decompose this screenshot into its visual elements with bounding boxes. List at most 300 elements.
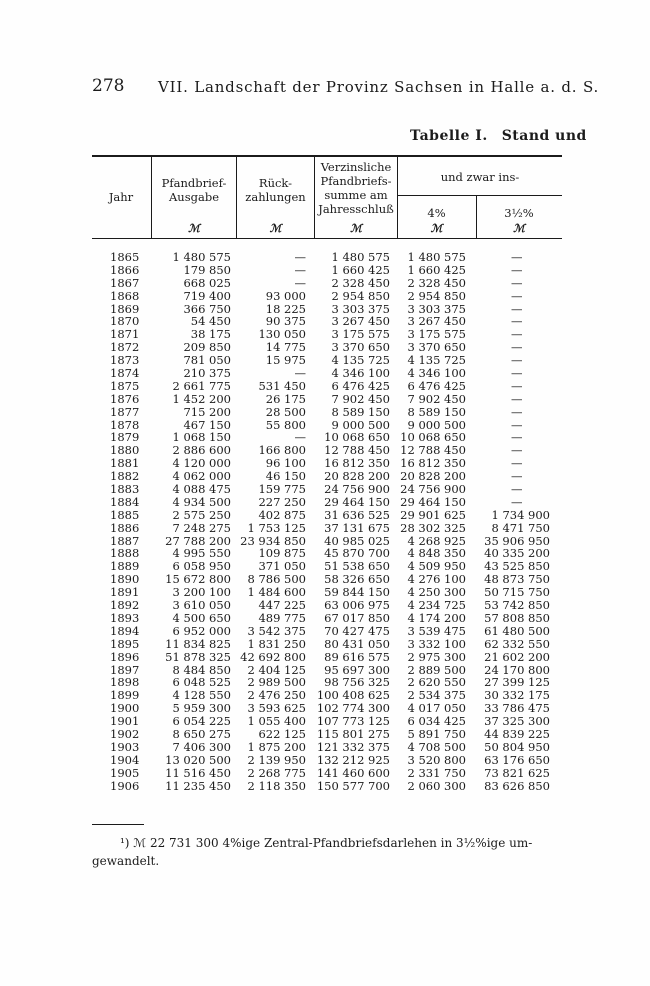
cell-rueck: 402 875 <box>258 507 306 522</box>
col-divider-2 <box>236 157 237 238</box>
cell-4pct: 8 589 150 <box>407 404 466 419</box>
table-caption-title: Tabelle I. <box>410 128 488 144</box>
cell-rueck: 109 875 <box>258 546 306 561</box>
cell-verz: 3 370 650 <box>331 340 390 355</box>
group-sub-rule <box>397 195 562 196</box>
cell-rueck: 166 800 <box>258 443 306 458</box>
cell-4pct: 4 848 350 <box>407 546 466 561</box>
table-row <box>92 290 562 303</box>
cell-35pct: 61 480 500 <box>484 623 550 638</box>
cell-ausgabe: 1 480 575 <box>172 250 231 264</box>
cell-35pct: — <box>511 250 523 264</box>
page-number: 278 <box>92 76 125 96</box>
cell-ausgabe: 4 088 475 <box>172 482 231 497</box>
cell-ausgabe: 467 150 <box>183 417 231 432</box>
cell-4pct: 1 480 575 <box>407 250 466 264</box>
cell-year: 1872 <box>110 340 140 355</box>
cell-rueck: 489 775 <box>258 610 306 625</box>
table-row <box>92 625 562 638</box>
cell-year: 1889 <box>110 559 140 574</box>
table-top-rule <box>92 155 562 157</box>
cell-rueck: 1 753 125 <box>247 520 306 535</box>
cell-35pct: 62 332 550 <box>484 636 550 651</box>
cell-4pct: 4 276 100 <box>407 572 466 587</box>
cell-verz: 58 326 650 <box>324 572 390 587</box>
cell-35pct: — <box>511 275 523 290</box>
cell-35pct: 50 804 950 <box>484 739 550 754</box>
footnote <box>92 834 550 870</box>
col-divider-3 <box>314 157 315 238</box>
cell-35pct: — <box>511 288 523 303</box>
cell-verz: 3 175 575 <box>331 327 390 342</box>
cell-rueck: 18 225 <box>265 301 306 316</box>
cell-year: 1892 <box>110 598 140 613</box>
cell-ausgabe: 6 048 525 <box>172 675 231 690</box>
cell-year: 1890 <box>110 572 140 587</box>
cell-ausgabe: 5 959 300 <box>172 701 231 716</box>
cell-rueck: 1 055 400 <box>247 714 306 729</box>
cell-rueck: 8 786 500 <box>247 572 306 587</box>
cell-ausgabe: 3 610 050 <box>172 598 231 613</box>
cell-ausgabe: 27 788 200 <box>165 533 231 548</box>
cell-ausgabe: 11 834 825 <box>165 636 231 651</box>
cell-verz: 24 756 900 <box>324 482 390 497</box>
cell-ausgabe: 210 375 <box>183 366 231 381</box>
cell-year: 1903 <box>110 739 140 754</box>
cell-35pct: — <box>511 469 523 484</box>
cell-rueck: 42 692 800 <box>240 649 306 664</box>
cell-35pct: 50 715 750 <box>484 585 550 600</box>
cell-35pct: — <box>511 430 523 445</box>
cell-35pct: — <box>511 262 523 277</box>
cell-verz: 141 460 600 <box>316 765 390 780</box>
cell-ausgabe: 6 054 225 <box>172 714 231 729</box>
cell-year: 1877 <box>110 404 140 419</box>
cell-35pct: 35 906 950 <box>484 533 550 548</box>
cell-verz: 1 660 425 <box>331 262 390 277</box>
cell-verz: 121 332 375 <box>316 739 390 754</box>
cell-35pct: 40 335 200 <box>484 546 550 561</box>
cell-rueck: 2 476 250 <box>247 688 306 703</box>
cell-rueck: 55 800 <box>265 417 306 432</box>
cell-rueck: 1 484 600 <box>247 585 306 600</box>
cell-ausgabe: 8 484 850 <box>172 662 231 677</box>
table-row <box>92 741 562 754</box>
cell-rueck: 1 875 200 <box>247 739 306 754</box>
cell-year: 1873 <box>110 353 140 368</box>
table-row <box>92 251 562 264</box>
table-row <box>92 638 562 651</box>
table-row <box>92 315 562 328</box>
cell-rueck: 371 050 <box>258 559 306 574</box>
cell-verz: 100 408 625 <box>316 688 390 703</box>
cell-rueck: 26 175 <box>265 391 306 406</box>
table-row <box>92 277 562 290</box>
cell-ausgabe: 2 661 775 <box>172 378 231 393</box>
cell-ausgabe: 4 934 500 <box>172 494 231 509</box>
table-header-rule <box>92 238 562 239</box>
cell-35pct: — <box>511 301 523 316</box>
table-row <box>92 767 562 780</box>
cell-rueck: 159 775 <box>258 482 306 497</box>
cell-year: 1869 <box>110 301 140 316</box>
footnote-rule <box>92 824 144 825</box>
cell-ausgabe: 4 500 650 <box>172 610 231 625</box>
cell-verz: 16 812 350 <box>324 456 390 471</box>
table-row <box>92 341 562 354</box>
cell-ausgabe: 781 050 <box>183 353 231 368</box>
cell-year: 1893 <box>110 610 140 625</box>
cell-verz: 20 828 200 <box>324 469 390 484</box>
cell-ausgabe: 6 058 950 <box>172 559 231 574</box>
cell-verz: 7 902 450 <box>331 391 390 406</box>
cell-35pct: 83 626 850 <box>484 778 550 793</box>
col-divider-1 <box>151 157 152 238</box>
cell-verz: 37 131 675 <box>324 520 390 535</box>
cell-ausgabe: 668 025 <box>183 275 231 290</box>
cell-4pct: 3 267 450 <box>407 314 466 329</box>
cell-rueck: 2 268 775 <box>247 765 306 780</box>
cell-rueck: — <box>294 430 306 445</box>
table-row <box>92 483 562 496</box>
cell-4pct: 2 954 850 <box>407 288 466 303</box>
unit-4pct: ℳ <box>430 222 443 235</box>
cell-year: 1900 <box>110 701 140 716</box>
cell-rueck: 23 934 850 <box>240 533 306 548</box>
cell-ausgabe: 2 886 600 <box>172 443 231 458</box>
cell-verz: 95 697 300 <box>324 662 390 677</box>
cell-35pct: 27 399 125 <box>484 675 550 690</box>
cell-ausgabe: 7 406 300 <box>172 739 231 754</box>
cell-year: 1875 <box>110 378 140 393</box>
cell-35pct: 30 332 175 <box>484 688 550 703</box>
col-header-year: Jahr <box>108 190 134 204</box>
cell-4pct: 3 370 650 <box>407 340 466 355</box>
cell-4pct: 4 509 950 <box>407 559 466 574</box>
footnote-line-1: ¹) ℳ 22 731 300 4%ige Zentral-Pfandbriefsdarlehen in 3½%ige um- <box>120 836 533 850</box>
table-row <box>92 728 562 741</box>
cell-verz: 31 636 525 <box>324 507 390 522</box>
cell-verz: 59 844 150 <box>324 585 390 600</box>
cell-verz: 107 773 125 <box>316 714 390 729</box>
cell-ausgabe: 11 516 450 <box>165 765 231 780</box>
col-header-35pct: 3½% <box>504 206 534 220</box>
cell-rueck: — <box>294 250 306 264</box>
cell-rueck: 46 150 <box>265 469 306 484</box>
cell-35pct: 48 873 750 <box>484 572 550 587</box>
cell-ausgabe: 6 952 000 <box>172 623 231 638</box>
cell-rueck: 93 000 <box>265 288 306 303</box>
cell-4pct: 1 660 425 <box>407 262 466 277</box>
cell-35pct: 43 525 850 <box>484 559 550 574</box>
cell-year: 1897 <box>110 662 140 677</box>
cell-35pct: — <box>511 327 523 342</box>
cell-35pct: — <box>511 482 523 497</box>
cell-35pct: — <box>511 443 523 458</box>
cell-ausgabe: 3 200 100 <box>172 585 231 600</box>
cell-4pct: 10 068 650 <box>400 430 466 445</box>
cell-verz: 3 303 375 <box>331 301 390 316</box>
cell-rueck: 90 375 <box>265 314 306 329</box>
cell-35pct: — <box>511 314 523 329</box>
cell-year: 1868 <box>110 288 140 303</box>
table-row <box>92 780 562 793</box>
cell-verz: 63 006 975 <box>324 598 390 613</box>
cell-4pct: 24 756 900 <box>400 482 466 497</box>
cell-4pct: 16 812 350 <box>400 456 466 471</box>
cell-ausgabe: 719 400 <box>183 288 231 303</box>
cell-rueck: 227 250 <box>258 494 306 509</box>
cell-verz: 115 801 275 <box>316 726 390 741</box>
cell-year: 1870 <box>110 314 140 329</box>
cell-35pct: — <box>511 353 523 368</box>
cell-rueck: — <box>294 275 306 290</box>
cell-year: 1887 <box>110 533 140 548</box>
cell-4pct: 3 332 100 <box>407 636 466 651</box>
unit-verz: ℳ <box>350 222 362 235</box>
cell-ausgabe: 4 995 550 <box>172 546 231 561</box>
col-header-ausgabe: Pfandbrief-Ausgabe <box>161 176 227 204</box>
cell-year: 1886 <box>110 520 140 535</box>
cell-ausgabe: 366 750 <box>183 301 231 316</box>
col-header-4pct: 4% <box>427 206 446 220</box>
running-head: VII. Landschaft der Provinz Sachsen in Halle a. d. S. <box>158 78 600 96</box>
cell-year: 1876 <box>110 391 140 406</box>
cell-35pct: 21 602 200 <box>484 649 550 664</box>
cell-4pct: 20 828 200 <box>400 469 466 484</box>
cell-year: 1888 <box>110 546 140 561</box>
cell-35pct: 8 471 750 <box>491 520 550 535</box>
cell-year: 1902 <box>110 726 140 741</box>
table-row <box>92 264 562 277</box>
cell-verz: 80 431 050 <box>324 636 390 651</box>
cell-ausgabe: 4 120 000 <box>172 456 231 471</box>
cell-verz: 12 788 450 <box>324 443 390 458</box>
col-header-rueck: Rück-zahlungen <box>245 176 306 204</box>
cell-35pct: — <box>511 378 523 393</box>
cell-year: 1906 <box>110 778 140 793</box>
cell-year: 1899 <box>110 688 140 703</box>
cell-4pct: 2 534 375 <box>407 688 466 703</box>
cell-verz: 10 068 650 <box>324 430 390 445</box>
cell-year: 1881 <box>110 456 140 471</box>
cell-year: 1905 <box>110 765 140 780</box>
cell-4pct: 2 889 500 <box>407 662 466 677</box>
cell-year: 1896 <box>110 649 140 664</box>
cell-year: 1904 <box>110 752 140 767</box>
cell-verz: 2 954 850 <box>331 288 390 303</box>
cell-verz: 70 427 475 <box>324 623 390 638</box>
cell-year: 1901 <box>110 714 140 729</box>
unit-35pct: ℳ <box>513 222 525 235</box>
cell-verz: 4 346 100 <box>331 366 390 381</box>
unit-ausgabe: ℳ <box>188 222 200 235</box>
table-row <box>92 367 562 380</box>
cell-year: 1898 <box>110 675 140 690</box>
cell-35pct: 73 821 625 <box>484 765 550 780</box>
cell-year: 1884 <box>110 494 140 509</box>
cell-4pct: 6 034 425 <box>407 714 466 729</box>
cell-rueck: 1 831 250 <box>247 636 306 651</box>
cell-verz: 40 985 025 <box>324 533 390 548</box>
cell-4pct: 3 303 375 <box>407 301 466 316</box>
cell-verz: 8 589 150 <box>331 404 390 419</box>
table-row <box>92 496 562 509</box>
cell-year: 1895 <box>110 636 140 651</box>
cell-rueck: 531 450 <box>258 378 306 393</box>
cell-4pct: 4 250 300 <box>407 585 466 600</box>
table-body <box>92 251 562 792</box>
col-header-verz: Verzinsliche Pfandbriefs-summe am Jahresschluß <box>318 160 394 216</box>
cell-ausgabe: 179 850 <box>183 262 231 277</box>
table-row <box>92 393 562 406</box>
cell-rueck: 14 775 <box>265 340 306 355</box>
cell-verz: 2 328 450 <box>331 275 390 290</box>
cell-verz: 132 212 925 <box>316 752 390 767</box>
cell-verz: 29 464 150 <box>324 494 390 509</box>
cell-4pct: 2 975 300 <box>407 649 466 664</box>
cell-verz: 51 538 650 <box>324 559 390 574</box>
table-row <box>92 354 562 367</box>
cell-rueck: 2 118 350 <box>247 778 306 793</box>
cell-verz: 4 135 725 <box>331 353 390 368</box>
cell-ausgabe: 8 650 275 <box>172 726 231 741</box>
cell-rueck: 2 989 500 <box>247 675 306 690</box>
cell-year: 1865 <box>110 250 140 264</box>
cell-year: 1894 <box>110 623 140 638</box>
cell-verz: 1 480 575 <box>331 250 390 264</box>
cell-4pct: 4 708 500 <box>407 739 466 754</box>
table-row <box>92 651 562 664</box>
cell-ausgabe: 15 672 800 <box>165 572 231 587</box>
table-caption <box>410 128 587 144</box>
cell-verz: 67 017 850 <box>324 610 390 625</box>
cell-verz: 45 870 700 <box>324 546 390 561</box>
cell-verz: 102 774 300 <box>316 701 390 716</box>
cell-ausgabe: 51 878 325 <box>165 649 231 664</box>
cell-35pct: — <box>511 340 523 355</box>
cell-year: 1867 <box>110 275 140 290</box>
cell-4pct: 5 891 750 <box>407 726 466 741</box>
cell-4pct: 29 901 625 <box>400 507 466 522</box>
cell-4pct: 3 539 475 <box>407 623 466 638</box>
cell-year: 1882 <box>110 469 140 484</box>
cell-rueck: 3 593 625 <box>247 701 306 716</box>
cell-4pct: 4 017 050 <box>407 701 466 716</box>
cell-rueck: 622 125 <box>258 726 306 741</box>
cell-ausgabe: 13 020 500 <box>165 752 231 767</box>
cell-35pct: 44 839 225 <box>484 726 550 741</box>
cell-ausgabe: 54 450 <box>190 314 231 329</box>
table-row <box>92 406 562 419</box>
cell-rueck: — <box>294 262 306 277</box>
cell-35pct: — <box>511 391 523 406</box>
cell-4pct: 4 346 100 <box>407 366 466 381</box>
cell-35pct: — <box>511 456 523 471</box>
cell-ausgabe: 715 200 <box>183 404 231 419</box>
cell-4pct: 29 464 150 <box>400 494 466 509</box>
cell-ausgabe: 38 175 <box>190 327 231 342</box>
cell-rueck: 447 225 <box>258 598 306 613</box>
cell-35pct: — <box>511 417 523 432</box>
cell-ausgabe: 1 068 150 <box>172 430 231 445</box>
cell-4pct: 12 788 450 <box>400 443 466 458</box>
cell-ausgabe: 2 575 250 <box>172 507 231 522</box>
table-row <box>92 522 562 535</box>
cell-35pct: 57 808 850 <box>484 610 550 625</box>
cell-ausgabe: 4 062 000 <box>172 469 231 484</box>
table-row <box>92 612 562 625</box>
cell-rueck: 130 050 <box>258 327 306 342</box>
footnote-line-2: gewandelt. <box>92 854 160 868</box>
cell-4pct: 2 331 750 <box>407 765 466 780</box>
cell-ausgabe: 209 850 <box>183 340 231 355</box>
table-caption-tail: Stand und <box>501 128 587 144</box>
cell-4pct: 9 000 500 <box>407 417 466 432</box>
cell-rueck: 2 139 950 <box>247 752 306 767</box>
cell-35pct: 24 170 800 <box>484 662 550 677</box>
cell-35pct: — <box>511 494 523 509</box>
col-header-group: und zwar ins- <box>440 170 520 184</box>
cell-35pct: — <box>511 366 523 381</box>
cell-4pct: 4 174 200 <box>407 610 466 625</box>
cell-4pct: 28 302 325 <box>400 520 466 535</box>
cell-ausgabe: 1 452 200 <box>172 391 231 406</box>
table-row <box>92 599 562 612</box>
table-row <box>92 509 562 522</box>
cell-year: 1866 <box>110 262 140 277</box>
cell-4pct: 4 268 925 <box>407 533 466 548</box>
cell-year: 1871 <box>110 327 140 342</box>
table-row <box>92 754 562 767</box>
cell-verz: 89 616 575 <box>324 649 390 664</box>
unit-rueck: ℳ <box>269 222 282 235</box>
cell-4pct: 2 060 300 <box>407 778 466 793</box>
cell-4pct: 3 520 800 <box>407 752 466 767</box>
cell-4pct: 2 620 550 <box>407 675 466 690</box>
cell-verz: 98 756 325 <box>324 675 390 690</box>
cell-verz: 150 577 700 <box>316 778 390 793</box>
cell-year: 1891 <box>110 585 140 600</box>
cell-35pct: 1 734 900 <box>491 507 550 522</box>
cell-35pct: 33 786 475 <box>484 701 550 716</box>
cell-rueck: 2 404 125 <box>247 662 306 677</box>
cell-year: 1878 <box>110 417 140 432</box>
cell-ausgabe: 11 235 450 <box>165 778 231 793</box>
cell-4pct: 4 234 725 <box>407 598 466 613</box>
cell-4pct: 2 328 450 <box>407 275 466 290</box>
cell-4pct: 6 476 425 <box>407 378 466 393</box>
cell-35pct: 63 176 650 <box>484 752 550 767</box>
cell-year: 1883 <box>110 482 140 497</box>
cell-35pct: — <box>511 404 523 419</box>
table-row <box>92 380 562 393</box>
cell-ausgabe: 7 248 275 <box>172 520 231 535</box>
cell-35pct: 53 742 850 <box>484 598 550 613</box>
cell-verz: 6 476 425 <box>331 378 390 393</box>
cell-year: 1885 <box>110 507 140 522</box>
cell-ausgabe: 4 128 550 <box>172 688 231 703</box>
cell-year: 1880 <box>110 443 140 458</box>
cell-35pct: 37 325 300 <box>484 714 550 729</box>
table-row <box>92 328 562 341</box>
cell-4pct: 4 135 725 <box>407 353 466 368</box>
cell-4pct: 3 175 575 <box>407 327 466 342</box>
cell-verz: 3 267 450 <box>331 314 390 329</box>
cell-year: 1874 <box>110 366 140 381</box>
cell-verz: 9 000 500 <box>331 417 390 432</box>
cell-year: 1879 <box>110 430 140 445</box>
